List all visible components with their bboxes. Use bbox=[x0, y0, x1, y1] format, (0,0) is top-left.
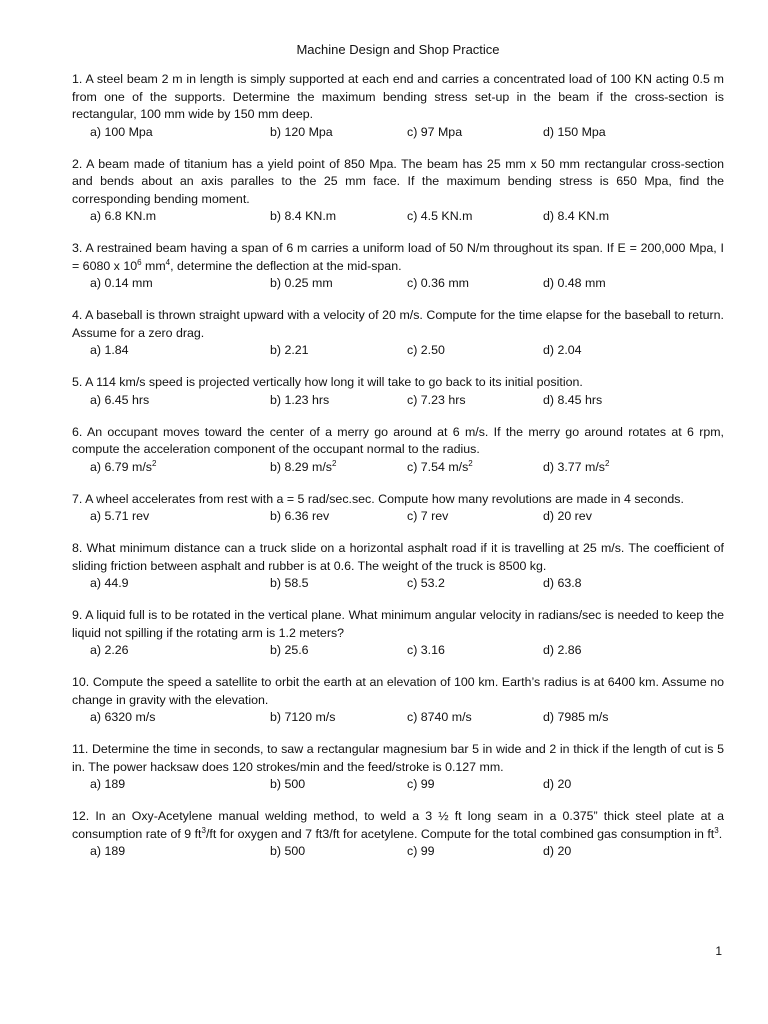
choice-d: d) 63.8 bbox=[543, 576, 582, 590]
question-text bbox=[72, 156, 724, 209]
document-page bbox=[72, 42, 724, 875]
question-text-part: 11. Determine the time in seconds, to saw a rectangular magnesium bar 5 in wide and 2 in thick if the length of cut is 5 in. The power hacksaw does 120 strokes/min and the feed/stroke is 0.127 mm. bbox=[72, 742, 724, 774]
answer-choices bbox=[72, 642, 724, 659]
question-11 bbox=[72, 741, 724, 793]
choice-d: d) 2.86 bbox=[543, 643, 582, 657]
choice-text: b) 8.29 m/s bbox=[270, 459, 332, 474]
question-text bbox=[72, 674, 724, 709]
question-text bbox=[72, 808, 724, 843]
question-text bbox=[72, 424, 724, 459]
question-text-part: 3. A restrained beam having a span of 6 m carries a uniform load of 50 N/m throughout its span. If E = 200,000 Mpa, I = 6080 x 10 bbox=[72, 241, 724, 273]
choice-text: d) 3.77 m/s bbox=[543, 459, 605, 474]
document-title: Machine Design and Shop Practice bbox=[296, 42, 500, 57]
choice-text: c) 7.54 m/s bbox=[407, 459, 469, 474]
choice-c: c) 0.36 mm bbox=[407, 276, 469, 290]
page-number: 1 bbox=[715, 944, 722, 958]
superscript: 2 bbox=[331, 458, 337, 468]
choice-a: a) 5.71 rev bbox=[90, 509, 150, 523]
superscript: 3 bbox=[714, 825, 719, 835]
superscript: 2 bbox=[151, 458, 157, 468]
question-text bbox=[72, 374, 724, 392]
question-text-part: 7. A wheel accelerates from rest with a = 5 rad/sec.sec. Compute how many revolutions are made in 4 seconds. bbox=[72, 491, 684, 506]
question-text-part: 5. A 114 km/s speed is projected vertically how long it will take to go back to its initial position. bbox=[72, 375, 583, 389]
choice-c: c) 99 bbox=[407, 777, 435, 791]
question-4 bbox=[72, 307, 724, 359]
choice-a: a) 44.9 bbox=[90, 576, 129, 590]
question-2 bbox=[72, 156, 724, 226]
answer-choices bbox=[72, 709, 724, 726]
superscript: 6 bbox=[137, 257, 142, 267]
answer-choices bbox=[72, 776, 724, 793]
question-text bbox=[72, 607, 724, 642]
question-text-part: /ft for oxygen and 7 ft3/ft for acetylene. Compute for the total combined gas consumption in ft bbox=[205, 826, 715, 841]
choice-a: a) 189 bbox=[90, 844, 126, 858]
choice-a: a) 2.26 bbox=[90, 643, 129, 657]
question-text-part: 2. A beam made of titanium has a yield point of 850 Mpa. The beam has 25 mm x 50 mm rectangular cross-section and bends about an axis paralles to the 25 mm face. If the maximum bending stress is 650 Mpa, find the corresponding bending moment. bbox=[72, 156, 724, 206]
choice-d: d) 150 Mpa bbox=[543, 124, 606, 139]
question-text-part: 10. Compute the speed a satellite to orbit the earth at an elevation of 100 km. Earth’s radius is at 6400 km. Assume no change in gravity with the elevation. bbox=[72, 675, 724, 707]
question-8 bbox=[72, 540, 724, 592]
question-text-part: 4. A baseball is thrown straight upward with a velocity of 20 m/s. Compute for the time elapse for the baseball to return. Assume for a zero drag. bbox=[72, 308, 724, 340]
choice-a: a) 189 bbox=[90, 777, 126, 791]
choice-d: d) 20 rev bbox=[543, 509, 592, 523]
choice-c: c) 7 rev bbox=[407, 509, 449, 523]
choice-c: c) 53.2 bbox=[407, 576, 445, 590]
superscript: 2 bbox=[468, 458, 473, 468]
question-text-part: 9. A liquid full is to be rotated in the vertical plane. What minimum angular velocity in radians/sec is needed to keep the liquid not spilling if the rotating arm is 1.2 meters? bbox=[72, 608, 724, 640]
choice-d: d) 2.04 bbox=[543, 343, 582, 357]
answer-choices bbox=[72, 508, 724, 525]
choice-a: a) 1.84 bbox=[90, 343, 129, 357]
choice-b: b) 8.4 KN.m bbox=[270, 209, 337, 223]
choice-a: a) 6.45 hrs bbox=[90, 392, 150, 407]
choice-a: a) 6.8 KN.m bbox=[90, 209, 157, 223]
choice-d: d) 0.48 mm bbox=[543, 276, 606, 290]
choice-b: b) 1.23 hrs bbox=[270, 392, 330, 407]
question-text-part: mm bbox=[141, 258, 166, 273]
choice-c: c) 3.16 bbox=[407, 643, 445, 657]
question-text-part: 6. An occupant moves toward the center of a merry go around at 6 m/s. If the merry go around rotates at 6 rpm, compute the acceleration component of the occupant normal to the radius. bbox=[72, 424, 724, 456]
choice-c: c) 8740 m/s bbox=[407, 710, 472, 724]
question-3 bbox=[72, 240, 724, 292]
choice-b: b) 25.6 bbox=[270, 643, 309, 657]
choice-b: b) 6.36 rev bbox=[270, 509, 330, 523]
answer-choices bbox=[72, 275, 724, 292]
question-text-part: 12. In an Oxy-Acetylene manual welding method, to weld a 3 ½ ft long seam in a 0.375” thick steel plate at a consumption rate of 9 ft bbox=[72, 809, 724, 841]
question-7 bbox=[72, 491, 724, 526]
choice-text: a) 6.79 m/s bbox=[90, 459, 152, 474]
choice-a: a) 100 Mpa bbox=[90, 124, 153, 139]
choice-d bbox=[543, 459, 609, 476]
answer-choices bbox=[72, 208, 724, 225]
choice-c: c) 99 bbox=[407, 844, 435, 858]
answer-choices bbox=[72, 575, 724, 592]
answer-choices bbox=[72, 342, 724, 359]
choice-b: b) 2.21 bbox=[270, 343, 309, 357]
choice-c: c) 97 Mpa bbox=[407, 124, 463, 139]
choice-c: c) 4.5 KN.m bbox=[407, 209, 473, 223]
question-text bbox=[72, 71, 724, 124]
choice-b: b) 58.5 bbox=[270, 576, 309, 590]
question-text-part: , determine the deflection at the mid-span. bbox=[170, 258, 402, 273]
choice-b: b) 500 bbox=[270, 844, 306, 858]
superscript: 4 bbox=[165, 257, 171, 267]
choice-d: d) 7985 m/s bbox=[543, 710, 609, 724]
choice-c: c) 2.50 bbox=[407, 343, 445, 357]
question-text bbox=[72, 540, 724, 575]
question-text bbox=[72, 240, 724, 275]
question-6 bbox=[72, 424, 724, 476]
question-text-part: 8. What minimum distance can a truck slide on a horizontal asphalt road if it is travelling at 25 m/s. The coefficient of sliding friction between asphalt and rubber is at 0.6. The weight of the truck is 8500 kg. bbox=[72, 541, 724, 573]
choice-a bbox=[90, 459, 156, 476]
answer-choices bbox=[72, 392, 724, 409]
choice-d: d) 8.45 hrs bbox=[543, 392, 603, 407]
superscript: 2 bbox=[604, 458, 610, 468]
question-text bbox=[72, 741, 724, 776]
choice-b: b) 7120 m/s bbox=[270, 710, 336, 724]
answer-choices bbox=[72, 459, 724, 476]
choice-b: b) 120 Mpa bbox=[270, 124, 333, 139]
question-5 bbox=[72, 374, 724, 409]
superscript: 3 bbox=[201, 825, 206, 835]
question-list bbox=[72, 71, 724, 860]
question-1 bbox=[72, 71, 724, 141]
question-text-part: . bbox=[718, 826, 723, 841]
choice-a: a) 6320 m/s bbox=[90, 710, 156, 724]
choice-a: a) 0.14 mm bbox=[90, 276, 153, 290]
choice-c: c) 7.23 hrs bbox=[407, 392, 466, 407]
question-text-part: 1. A steel beam 2 m in length is simply supported at each end and carries a concentrated load of 100 KN acting 0.5 m from one of the supports. Determine the maximum bending stress set-up in the beam if the cross-section is rectangular, 100 mm wide by 150 mm deep. bbox=[72, 72, 724, 121]
question-12 bbox=[72, 808, 724, 860]
choice-d: d) 20 bbox=[543, 777, 572, 791]
question-9 bbox=[72, 607, 724, 659]
question-text bbox=[72, 307, 724, 342]
choice-d: d) 20 bbox=[543, 844, 572, 858]
choice-d: d) 8.4 KN.m bbox=[543, 209, 610, 223]
answer-choices bbox=[72, 124, 724, 141]
answer-choices bbox=[72, 843, 724, 860]
choice-b: b) 500 bbox=[270, 777, 306, 791]
question-10 bbox=[72, 674, 724, 726]
choice-c bbox=[407, 459, 473, 476]
choice-b bbox=[270, 459, 336, 476]
question-text bbox=[72, 491, 724, 509]
choice-b: b) 0.25 mm bbox=[270, 276, 333, 290]
